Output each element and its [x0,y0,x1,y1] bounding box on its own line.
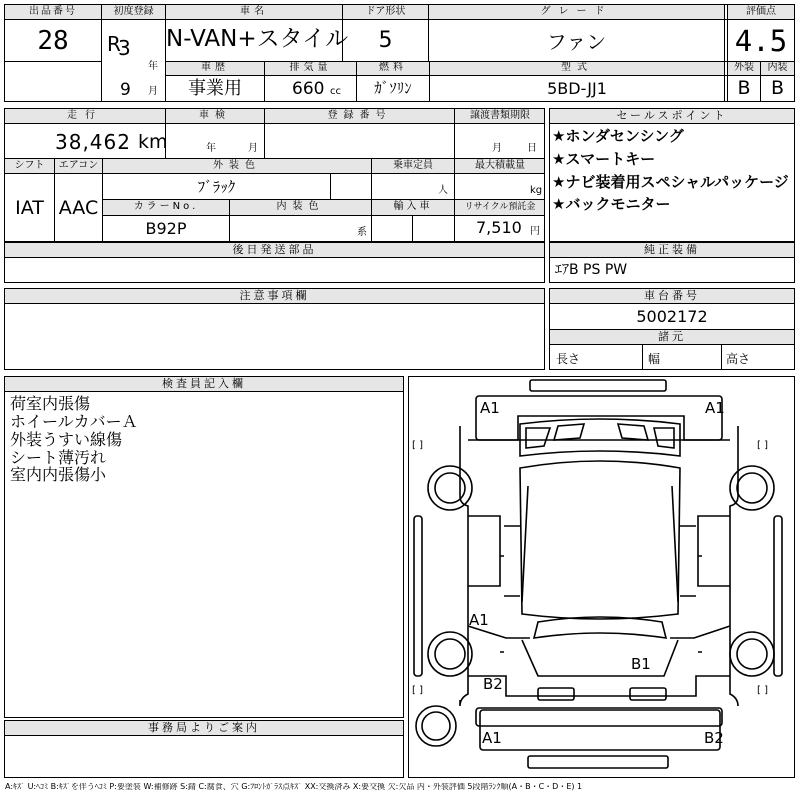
damage-mark: A1 [480,399,500,417]
history: 事業用 [188,78,242,99]
transfer-day-unit: 日 [527,143,537,154]
mileage: 38,462 [55,130,131,154]
reg-month: 9 [120,80,131,100]
ext-color-label: 外装色 [213,160,261,171]
later-parts-label: 後日発送部品 [5,243,544,258]
first-reg-label: 初度登録 [113,6,154,17]
ac: AAC [58,197,99,219]
color-no: B92P [145,219,187,238]
car-name: N-VAN+スタイル [166,26,349,52]
model-label: 型式 [561,62,593,73]
damage-mark: B1 [631,655,651,673]
car-diagram-svg [408,376,795,778]
recycle-label: リサイクル預託金 [464,202,536,212]
lot-no: 28 [37,26,69,56]
damage-mark: B2 [704,729,724,747]
reg-year: 3 [118,36,131,60]
chassis-number: 5002172 [636,307,708,326]
shift-label: シフト [14,160,45,171]
displacement-unit: cc [330,86,341,97]
specs-label: 諸元 [550,330,794,345]
bracket-mark: [ ] [412,685,423,696]
model: 5BD-JJ1 [547,79,607,98]
inspection-label: 車検 [199,110,231,121]
inspector-note: シート薄汚れ [10,448,107,467]
lot-no-label: 出品番号 [29,6,77,17]
shift: IAT [15,197,44,219]
recycle-unit: 円 [530,226,540,237]
spec-width-label: 幅 [648,352,661,366]
inspector-note: 荷室内張傷 [10,394,91,413]
transfer-label: 譲渡書類期限 [470,110,530,121]
mileage-unit: km [138,131,168,153]
equipment-label: 純正装備 [550,243,794,258]
grade-label: グレード [540,6,613,17]
history-label: 車歴 [201,62,229,73]
color-no-label: カラーNo. [133,201,199,212]
sales-point-item: ★スマートキー [552,150,656,168]
transfer-month-unit: 月 [492,143,502,154]
inspector-note: ホイールカバーＡ [10,412,138,431]
grade: ファン [546,30,607,54]
sales-points-label: セールスポイント [550,109,794,124]
inspector-note: 室内内張傷小 [10,465,107,484]
office-label: 事務局よりご案内 [5,721,403,736]
inspector-note: 外装うすい線傷 [10,430,123,449]
fuel: ｶﾞｿﾘﾝ [374,79,412,97]
spec-height-label: 高さ [726,352,751,366]
int-color-unit: 系 [357,227,367,238]
sales-point-item: ★ホンダセンシング [552,127,684,145]
car-name-label: 車名 [240,6,268,17]
load-unit: kg [530,185,543,196]
import-label: 輸入車 [393,201,433,212]
reg-no-label: 登録番号 [327,110,392,121]
month-unit: 月 [148,86,158,97]
exterior-label: 外装 [734,62,754,73]
bracket-mark: [ ] [757,685,768,696]
notes-label: 注意事項欄 [5,289,544,304]
chassis-label: 車台番号 [550,289,794,304]
mileage-label: 走行 [67,110,103,121]
damage-mark: B2 [483,675,503,693]
doors: 5 [378,28,393,53]
damage-mark: A1 [705,399,725,417]
vehicle-info-block [4,108,545,242]
int-color-label: 内装色 [276,201,325,212]
bracket-mark: [ ] [757,440,768,451]
displacement: 660 [292,79,325,99]
interior-grade: B [770,77,785,99]
sales-point-item: ★ナビ装着用スペシャルパッケージ [552,173,789,191]
inspection-month-unit: 月 [248,143,258,154]
spec-length-label: 長さ [556,352,581,366]
interior-label: 内装 [767,62,788,73]
inspection-year-unit: 年 [206,143,216,154]
equipment-value: ｴｱB PS PW [555,262,628,278]
bracket-mark: [ ] [412,440,423,451]
recycle: 7,510 [476,218,522,237]
sales-point-item: ★バックモニター [552,195,671,213]
displacement-label: 排気量 [289,62,332,73]
fuel-label: 燃料 [379,62,407,73]
damage-mark: A1 [469,611,489,629]
capacity-unit: 人 [438,185,448,196]
doors-label: ドア形状 [365,6,406,17]
ext-color: ﾌﾞﾗｯｸ [197,178,236,196]
capacity-label: 乗車定員 [393,160,433,171]
ac-label: エアコン [58,160,99,171]
score-label: 評価点 [746,6,776,17]
damage-mark: A1 [482,729,502,747]
legend: A:ｷｽﾞ U:ﾍｺﾐ B:ｷｽﾞを伴うﾍｺﾐ P:要塗装 W:補修跡 S:錆 C:腐食、穴 G:ﾌﾛﾝﾄｶﾞﾗｽ点ｷｽﾞ XX:交換済み X:要交換 欠:欠品 内・外装評価 5段階ﾗﾝｸ順(A・B・C・D・E) 1 [5,783,583,791]
exterior-grade: B [737,77,751,99]
inspector-label: 検査員記入欄 [5,377,403,392]
year-unit: 年 [148,61,158,72]
score: 4.5 [734,24,788,58]
load-label: 最大積載量 [475,160,525,171]
era: R [107,32,121,56]
